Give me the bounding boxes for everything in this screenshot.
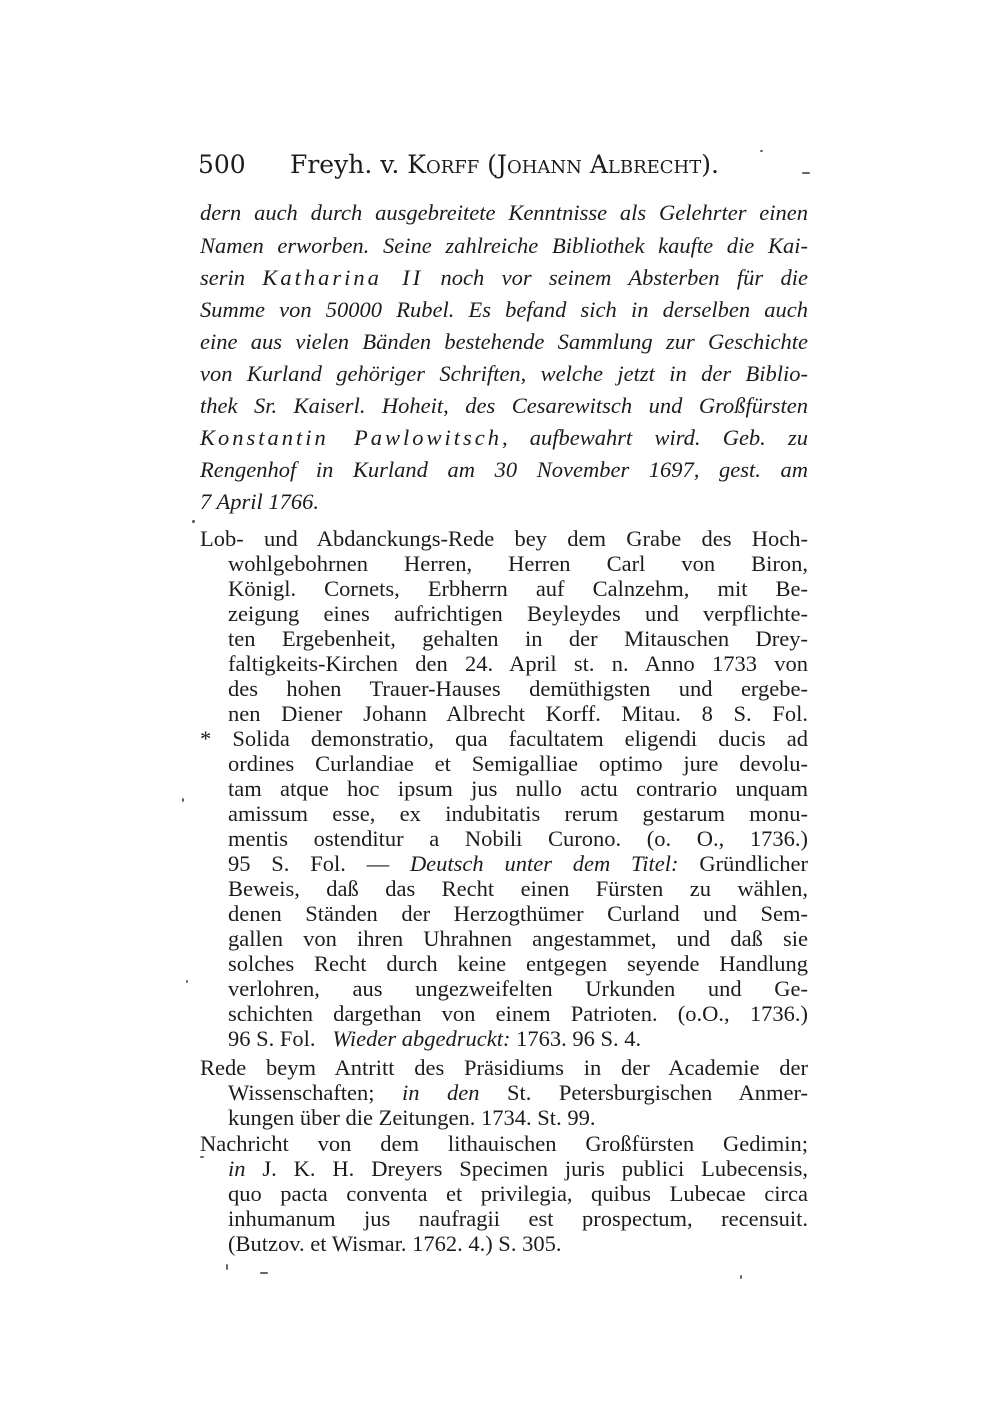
entry-line: faltigkeits-Kirchen den 24. April st. n. Anno 1733 von <box>228 651 808 676</box>
scan-speck <box>186 980 188 983</box>
entry-line: ten Ergebenheit, gehalten in der Mitauschen Drey- <box>228 626 808 651</box>
running-title-name: Korff (Johann Albrecht). <box>407 150 719 179</box>
bio-line: Namen erworben. Seine zahlreiche Bibliothek kaufte die Kai- <box>200 233 808 258</box>
in-note: in <box>228 1156 246 1181</box>
entry-line: zeigung eines aufrichtigen Beyleydes und verpflichte- <box>228 601 808 626</box>
bio-line: 7 April 1766. <box>200 489 319 514</box>
entry-line: * Solida demonstratio, qua facultatem eligendi ducis ad <box>200 726 808 751</box>
entry-line: verlohren, aus ungezweifelten Urkunden und Ge- <box>228 976 808 1001</box>
entry-line: solches Recht durch keine entgegen seyende Handlung <box>228 951 808 976</box>
scan-speck <box>260 1272 268 1274</box>
bio-line: von Kurland gehöriger Schriften, welche jetzt in der Biblio- <box>200 361 808 386</box>
scan-speck <box>192 520 195 523</box>
entry-line: Nachricht von dem lithauischen Großfürsten Gedimin; <box>200 1131 808 1156</box>
entry-line: wohlgebohrnen Herren, Herren Carl von Biron, <box>228 551 808 576</box>
scan-speck <box>182 798 184 802</box>
entry-line <box>228 1026 808 1051</box>
entry-line: Beweis, daß das Recht einen Fürsten zu wählen, <box>228 876 808 901</box>
running-title-prefix: Freyh. v. <box>290 150 408 179</box>
entry-text: St. Petersburgischen Anmer- <box>507 1080 808 1105</box>
running-header <box>198 150 808 186</box>
entry-line: schichten dargethan von einem Patrioten. (o.O., 1736.) <box>228 1001 808 1026</box>
entry-line: nen Diener Johann Albrecht Korff. Mitau. 8 S. Fol. <box>228 701 808 726</box>
entry-text: 1763. 96 S. 4. <box>516 1026 642 1051</box>
grand-duke-name: Konstantin Pawlowitsch <box>200 425 502 450</box>
scan-speck <box>200 1156 204 1158</box>
entry-text: Gründlicher <box>699 851 809 876</box>
entry-line: (Butzov. et Wismar. 1762. 4.) S. 305. <box>228 1231 562 1256</box>
scan-speck <box>740 1275 742 1279</box>
entry-line <box>228 1156 808 1181</box>
reprint-note: Wieder abgedruckt: <box>332 1026 511 1051</box>
entry-line: inhumanum jus naufragii est prospectum, recensuit. <box>228 1206 808 1231</box>
entry-line: Königl. Cornets, Erbherrn auf Calnzehm, mit Be- <box>228 576 808 601</box>
entry-line: Lob- und Abdanckungs-Rede bey dem Grabe des Hoch- <box>200 526 808 551</box>
bio-line: eine aus vielen Bänden bestehende Sammlung zur Geschichte <box>200 329 808 354</box>
entry-line: kungen über die Zeitungen. 1734. St. 99. <box>228 1105 596 1130</box>
entry-line: mentis ostenditur a Nobili Curono. (o. O., 1736.) <box>228 826 808 851</box>
entry-line: quo pacta conventa et privilegia, quibus Lubecae circa <box>228 1181 808 1206</box>
entry-line: denen Ständen der Herzogthümer Curland und Sem- <box>228 901 808 926</box>
scan-speck <box>226 1264 228 1270</box>
running-title <box>290 150 719 179</box>
entry-line: des hohen Trauer-Hauses demüthigsten und ergebe- <box>228 676 808 701</box>
entry-text: J. K. H. Dreyers Specimen juris publici Lubecensis, <box>262 1156 809 1181</box>
bio-line-text: noch vor seinem Absterben für die <box>423 265 808 290</box>
empress-name: Katharina II <box>262 265 424 290</box>
bio-line: Rengenhof in Kurland am 30 November 1697, gest. am <box>200 457 808 482</box>
entry-text: Wissenschaften; <box>228 1080 375 1105</box>
entry-line <box>228 851 808 876</box>
german-title-note: Deutsch unter dem Titel: <box>409 851 679 876</box>
in-den-note: in den <box>402 1080 480 1105</box>
scan-speck <box>802 172 810 174</box>
bio-line-text: , aufbewahrt wird. Geb. zu <box>501 425 808 450</box>
bio-line: dern auch durch ausgebreitete Kenntnisse als Gelehrter einen <box>200 200 808 225</box>
entry-line: ordines Curlandiae et Semigalliae optimo jure devolu- <box>228 751 808 776</box>
bio-line-text: serin <box>200 265 263 290</box>
bio-line: Summe von 50000 Rubel. Es befand sich in derselben auch <box>200 297 808 322</box>
bio-line <box>200 425 808 450</box>
entry-line: tam atque hoc ipsum jus nullo actu contrario unquam <box>228 776 808 801</box>
entry-line <box>228 1080 808 1105</box>
entry-line: amissum esse, ex indubitatis rerum gestarum monu- <box>228 801 808 826</box>
page-number: 500 <box>198 150 246 179</box>
entry-text: 96 S. Fol. <box>228 1026 316 1051</box>
entry-text: 95 S. Fol. — <box>228 851 390 876</box>
entry-line: Rede beym Antritt des Präsidiums in der Academie der <box>200 1055 808 1080</box>
bio-line <box>200 265 808 290</box>
bio-line: thek Sr. Kaiserl. Hoheit, des Cesarewitsch und Großfürsten <box>200 393 808 418</box>
scan-speck <box>760 150 763 152</box>
entry-line: gallen von ihren Uhrahnen angestammet, und daß sie <box>228 926 808 951</box>
